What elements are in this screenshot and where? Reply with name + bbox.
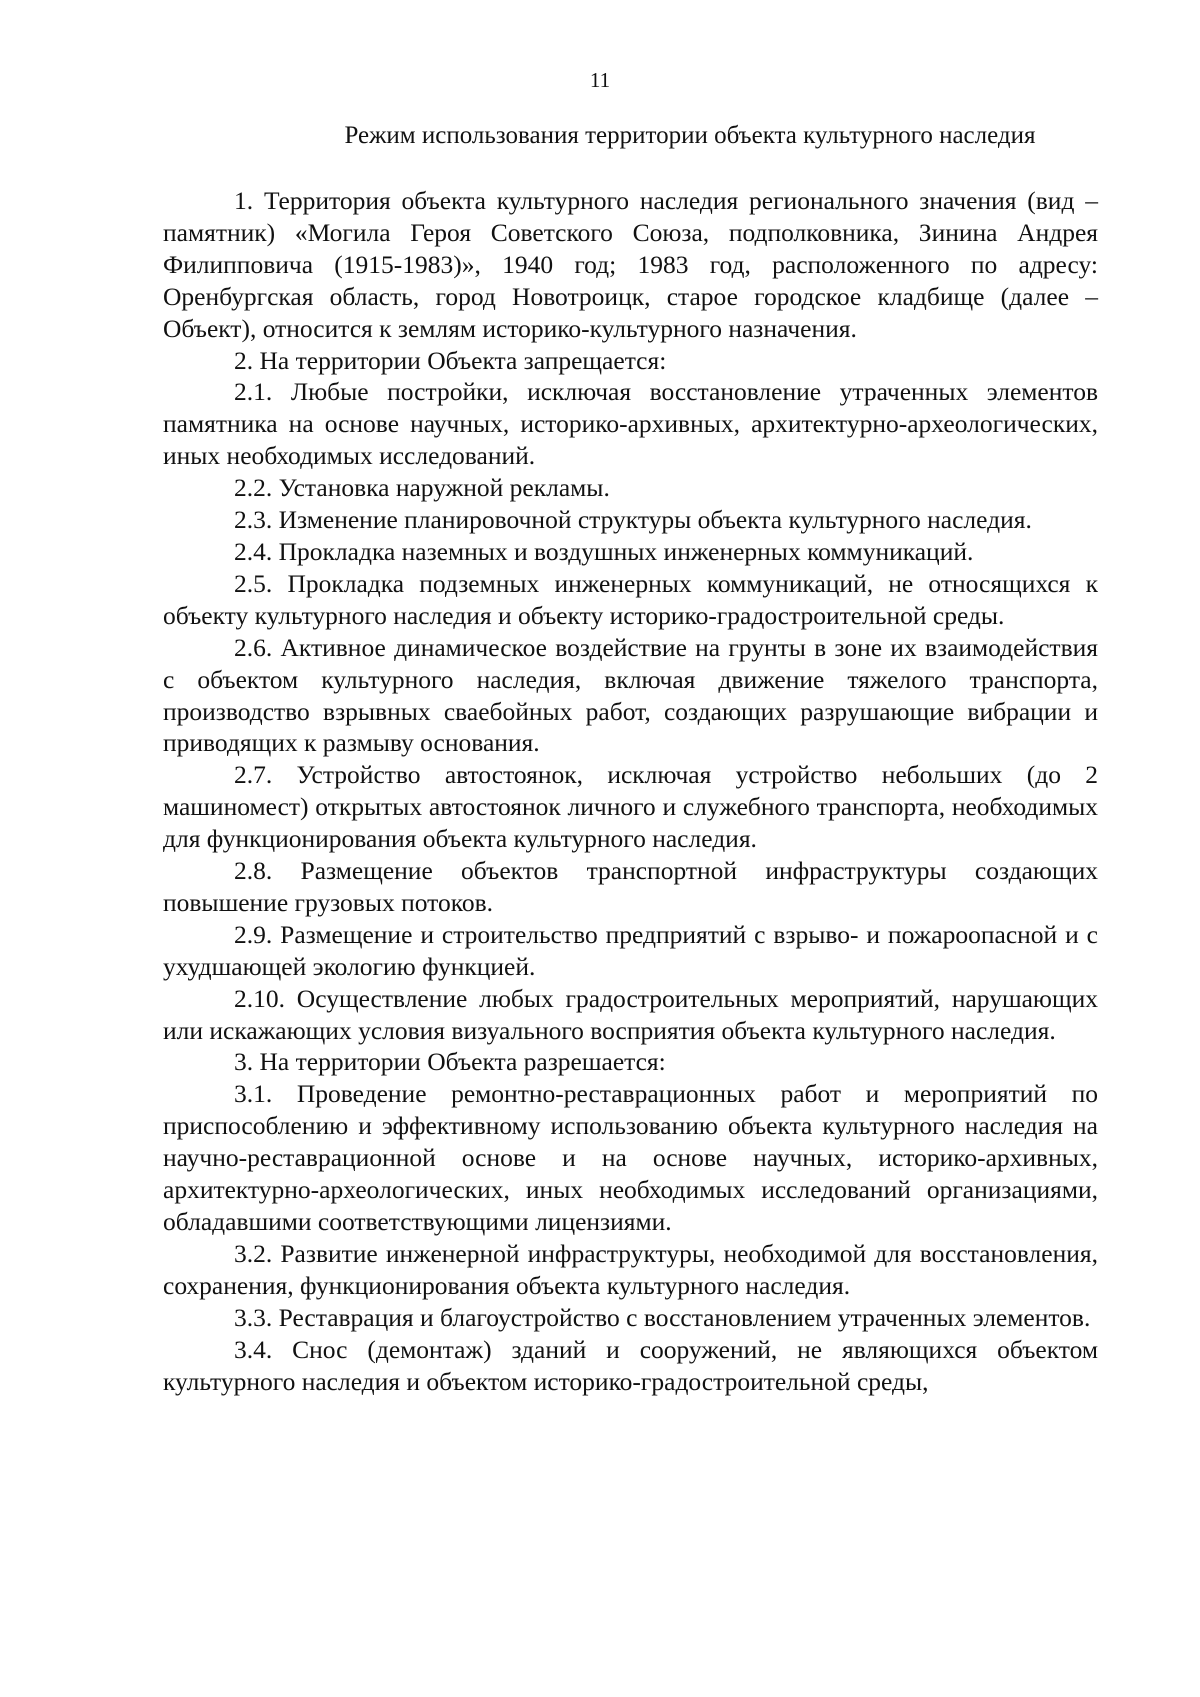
paragraph-2-1: 2.1. Любые постройки, исключая восстановление утраченных элементов памятника на основе научных, историко-архивных, архитектурно-археологических, иных необходимых исследований. [163, 377, 1098, 471]
paragraph-3-1: 3.1. Проведение ремонтно-реставрационных работ и мероприятий по приспособлению и эффективному использованию объекта культурного наследия на научно-реставрационной основе и на основе научных, историко-архивных, архитектурно-археологических, иных необходимых исследований организациями, обладавшими соответствующими лицензиями. [163, 1079, 1098, 1236]
paragraph-2-8: 2.8. Размещение объектов транспортной инфраструктуры создающих повышение грузовых потоков. [163, 856, 1098, 917]
paragraph-2-7: 2.7. Устройство автостоянок, исключая устройство небольших (до 2 машиномест) открытых автостоянок личного и служебного транспорта, необходимых для функционирования объекта культурного наследия. [163, 760, 1098, 854]
page-number: 11 [589, 68, 611, 92]
paragraph-2-2: 2.2. Установка наружной рекламы. [234, 473, 610, 503]
paragraph-1: 1. Территория объекта культурного наследия регионального значения (вид – памятник) «Могила Героя Советского Союза, подполковника, Зинина Андрея Филипповича (1915-1983)», 1940 год; 1983 год, расположенного по адресу: Оренбургская область, город Новотроицк, старое городское кладбище (далее – Объект), относится к землям историко-культурного назначения. [163, 186, 1098, 343]
paragraph-2: 2. На территории Объекта запрещается: [234, 345, 667, 375]
page-title: Режим использования территории объекта культурного наследия [344, 122, 1036, 149]
paragraph-2-10: 2.10. Осуществление любых градостроительных мероприятий, нарушающих или искажающих условия визуального восприятия объекта культурного наследия. [163, 983, 1098, 1045]
document-body [163, 185, 1098, 1397]
paragraph-3-4: 3.4. Снос (демонтаж) зданий и сооружений, не являющихся объектом культурного наследия и объектом историко-градостроительной среды, [163, 1334, 1098, 1396]
paragraph-2-9: 2.9. Размещение и строительство предприятий с взрыво- и пожароопасной и с ухудшающей экологию функцией. [163, 919, 1098, 981]
paragraph-3: 3. На территории Объекта разрешается: [234, 1047, 666, 1077]
paragraph-3-2: 3.2. Развитие инженерной инфраструктуры, необходимой для восстановления, сохранения, функционирования объекта культурного наследия. [163, 1238, 1098, 1300]
paragraph-2-5: 2.5. Прокладка подземных инженерных коммуникаций, не относящихся к объекту культурного наследия и объекту историко-градостроительной среды. [163, 568, 1098, 630]
paragraph-2-3: 2.3. Изменение планировочной структуры объекта культурного наследия. [234, 505, 1032, 535]
paragraph-2-4: 2.4. Прокладка наземных и воздушных инженерных коммуникаций. [234, 536, 974, 566]
paragraph-2-6: 2.6. Активное динамическое воздействие на грунты в зоне их взаимодействия с объектом культурного наследия, включая движение тяжелого транспорта, производство взрывных сваебойных работ, создающих разрушающие вибрации и приводящих к размыву основания. [163, 632, 1098, 758]
paragraph-3-3: 3.3. Реставрация и благоустройство с восстановлением утраченных элементов. [234, 1302, 1091, 1332]
